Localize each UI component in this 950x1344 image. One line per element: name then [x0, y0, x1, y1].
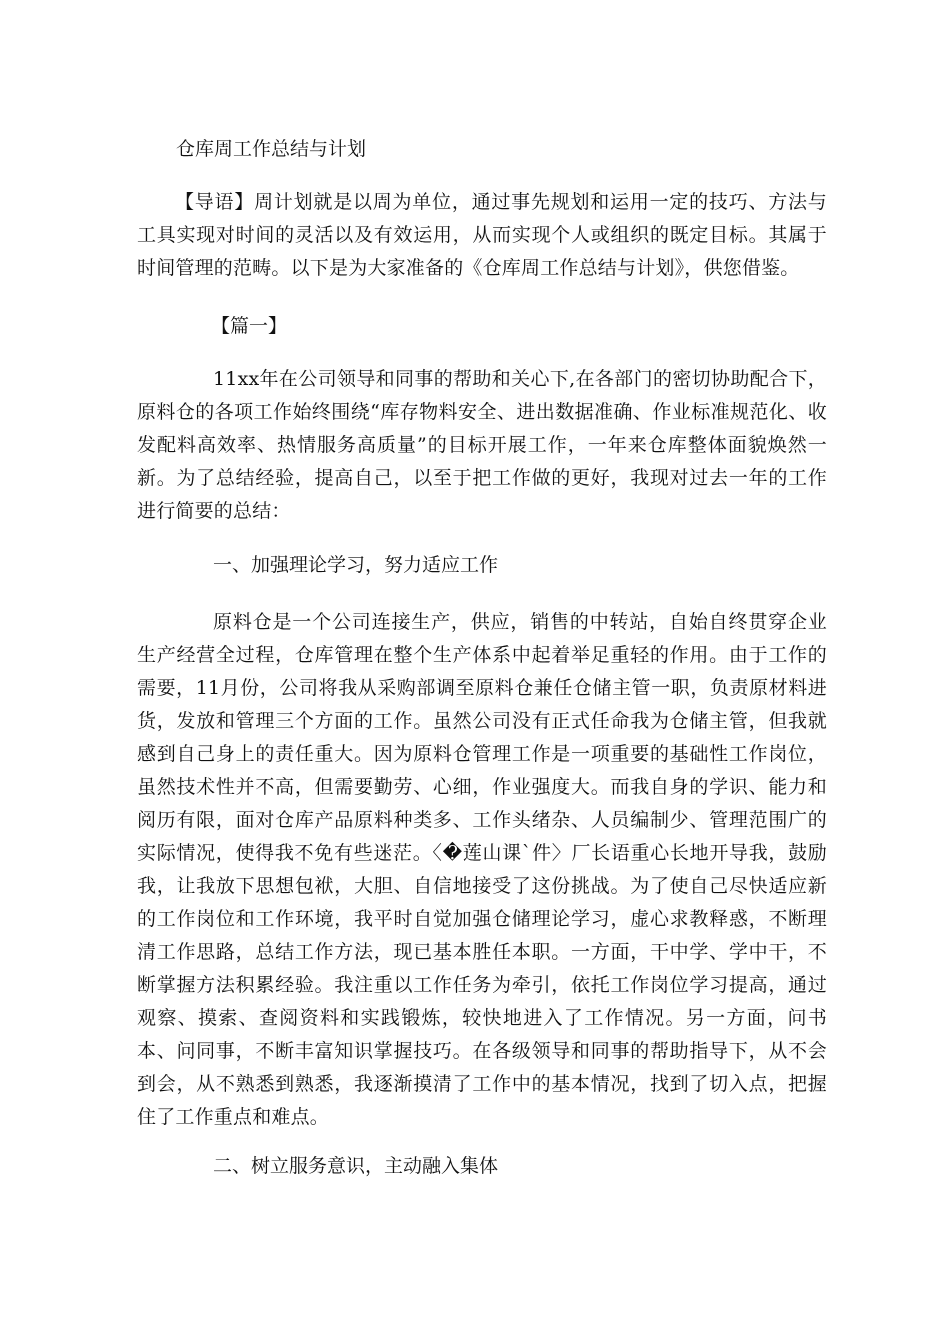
document-title: 仓库周工作总结与计划: [176, 138, 367, 160]
heading-1: 一、加强理论学习，努力适应工作: [213, 554, 499, 576]
paragraph-1: 11xx年在公司领导和同事的帮助和关心下,在各部门的密切协助配合下，原料仓的各项工作始终围绕“库存物料安全、进出数据准确、作业标准规范化、收发配料高效率、热情服务高质量”的目标开展工作，一年来仓库整体面貌焕然一新。为了总结经验，提高自己，以至于把工作做的更好，我现对过去一年的工作进行简要的总结：: [137, 368, 827, 522]
paragraph-2: 原料仓是一个公司连接生产，供应，销售的中转站，自始自终贯穿企业生产经营全过程，仓库管理在整个生产体系中起着举足重轻的作用。由于工作的需要，11月份，公司将我从采购部调至原料仓兼任仓储主管一职，负责原材料进货，发放和管理三个方面的工作。虽然公司没有正式任命我为仓储主管，但我就感到自己身上的责任重大。因为原料仓管理工作是一项重要的基础性工作岗位，虽然技术性并不高，但需要勤劳、心细，作业强度大。而我自身的学识、能力和阅历有限，面对仓库产品原料种类多、工作头绪杂、人员编制少、管理范围广的实际情况，使得我不免有些迷茫。〈�莲山课`件〉厂长语重心长地开导我，鼓励我，让我放下思想包袱，大胆、自信地接受了这份挑战。为了使自己尽快适应新的工作岗位和工作环境，我平时自觉加强仓储理论学习，虚心求教释惑，不断理清工作思路，总结工作方法，现已基本胜任本职。一方面，干中学、学中干，不断掌握方法积累经验。我注重以工作任务为牵引，依托工作岗位学习提高，通过观察、摸索、查阅资料和实践锻炼，较快地进入了工作情况。另一方面，问书本、问同事，不断丰富知识掌握技巧。在各级领导和同事的帮助指导下，从不会到会，从不熟悉到熟悉，我逐渐摸清了工作中的基本情况，找到了切入点，把握住了工作重点和难点。: [137, 611, 827, 1128]
heading-2: 二、树立服务意识，主动融入集体: [213, 1155, 499, 1177]
intro-paragraph: 【导语】周计划就是以周为单位，通过事先规划和运用一定的技巧、方法与工具实现对时间的灵活以及有效运用，从而实现个人或组织的既定目标。其属于时间管理的范畴。以下是为大家准备的《仓库周工作总结与计划》，供您借鉴。: [137, 191, 827, 279]
section-label: 【篇一】: [211, 315, 288, 337]
